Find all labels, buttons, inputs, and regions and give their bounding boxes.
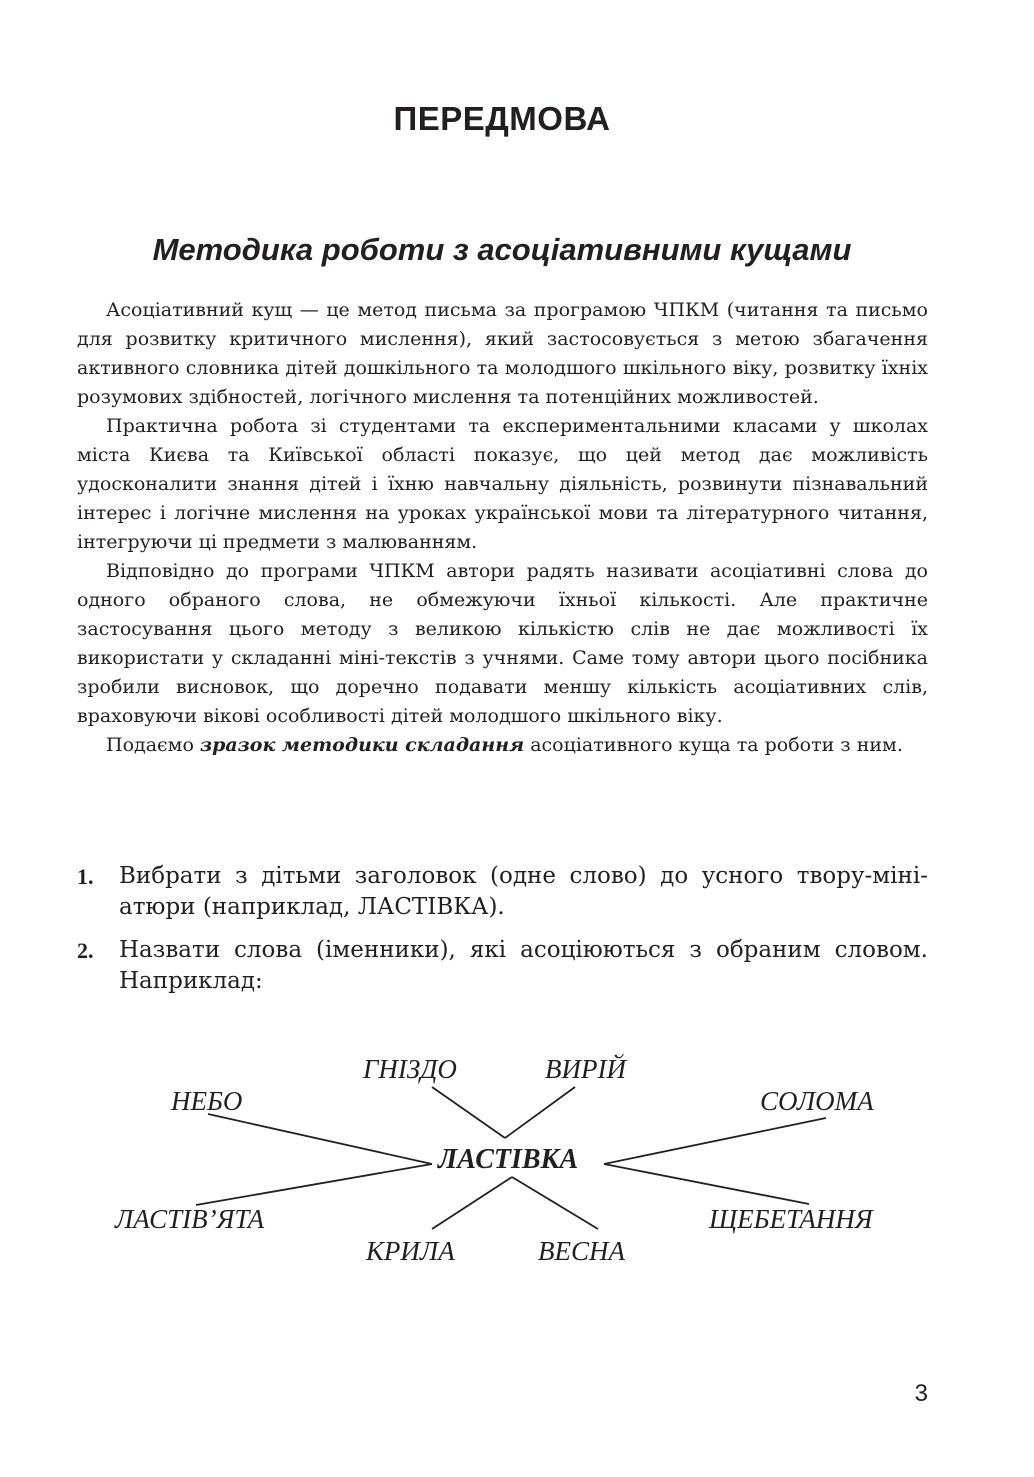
word-viriy: ВИРІЙ — [545, 1054, 626, 1084]
page-title: ПЕРЕДМОВА — [393, 100, 611, 137]
section-title: Методика роботи з асоціативними кущами — [152, 232, 852, 267]
line-chicks — [196, 1164, 432, 1205]
list-item — [77, 861, 928, 923]
word-sky: НЕБО — [171, 1086, 243, 1116]
word-wings: КРИЛА — [366, 1236, 455, 1266]
intro-emphasis: зразок методики складання — [199, 734, 525, 756]
word-straw: СОЛОМА — [760, 1086, 874, 1116]
line-spring — [512, 1177, 598, 1229]
line-viriy — [505, 1087, 575, 1138]
step-number: 2. — [77, 938, 94, 963]
center-word: ЛАСТІВКА — [438, 1144, 579, 1175]
step-text: Вибрати з дітьми заголовок (одне слово) до усного твору-мініатюри (наприклад, ЛАСТІВКА). — [119, 863, 928, 920]
step-text: Назвати слова (іменники), які асоціюються з обраним словом. Наприклад: — [119, 937, 928, 994]
body-text — [77, 296, 928, 760]
word-spring: ВЕСНА — [538, 1236, 625, 1266]
association-diagram — [0, 1040, 1034, 1280]
intro-text-before: Подаємо — [106, 734, 200, 756]
intro-paragraph — [77, 731, 928, 760]
step-number: 1. — [77, 864, 94, 889]
steps-list — [77, 861, 928, 1009]
intro-text-after: асоціативного куща та роботи з ним. — [524, 734, 903, 756]
word-twitter: ЩЕБЕТАННЯ — [709, 1204, 873, 1234]
paragraph: Практична робота зі студентами та експериментальними класами у школах міста Києва та Київської області показує, що цей метод дає можливість удосконалити знання дітей і їхню навчальну діяльність, розвинути пізнавальний інтерес і логічне мислення на уроках української мови та літературного читання, інтегруючи ці предмети з малюванням. — [77, 415, 928, 553]
paragraph: Відповідно до програми ЧПКМ автори радять називати асоціативні слова до одного обраного слова, не обмежуючи їхньої кількості. Але практичне застосування цього методу з великою кількістю слів не дає можливості їх використати у складанні міні-текстів з учнями. Саме тому автори цього посібника зробили висновок, що доречно подавати меншу кількість асоціативних слів, враховуючи вікові особливості дітей молодшого шкільного віку. — [77, 560, 928, 727]
word-nest: ГНІЗДО — [363, 1054, 457, 1084]
line-twitter — [604, 1164, 809, 1204]
page-number: 3 — [914, 1380, 928, 1407]
list-item — [77, 935, 928, 997]
line-straw — [604, 1118, 826, 1164]
paragraph: Асоціативний кущ — це метод письма за програмою ЧПКМ (читання та письмо для розвитку критичного мислення), який застосовується з метою збагачення активного словника дітей дошкільного та молодшого шкільного віку, розвитку їхніх розумових здібностей, логічного мислення та потенційних можливостей. — [77, 299, 928, 408]
word-chicks: ЛАСТІВ’ЯТА — [115, 1204, 265, 1234]
line-sky — [208, 1114, 432, 1164]
line-nest — [432, 1087, 505, 1138]
line-wings — [432, 1177, 512, 1229]
